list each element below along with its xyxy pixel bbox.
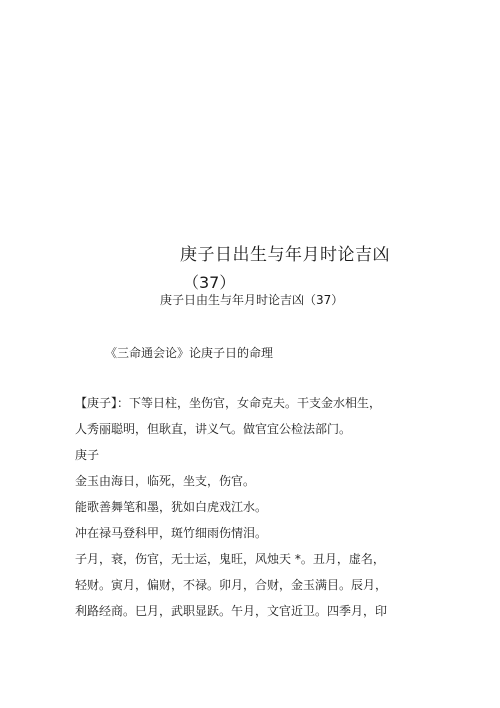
document-subtitle: 庚子日由生与年月时论吉凶（37）	[160, 293, 344, 307]
body-text	[75, 396, 405, 630]
body-line: 利路经商。巳月，武职显跃。午月，文官近卫。四季月，印	[75, 604, 388, 618]
body-line: 【庚子】：下等日柱，坐伤官，女命克夫。干支金水相生，	[75, 396, 382, 410]
body-line: 人秀丽聪明，但耿直，讲义气。做官宜公检法部门。	[75, 422, 352, 436]
section-heading: 《三命通会论》论庚子日的命理	[105, 346, 274, 360]
body-line: 冲在禄马登科甲，斑竹细雨伤情泪。	[75, 526, 268, 540]
body-line: 能歌善舞笔和墨，犹如白虎戏江水。	[75, 500, 268, 514]
document-title: 庚子日出生与年月时论吉凶	[180, 245, 390, 265]
body-line: 轻财。寅月，偏财，不禄。卯月，合财，金玉满目。辰月，	[75, 578, 388, 592]
body-line: 金玉由海日，临死，坐支，伤官。	[75, 474, 256, 488]
body-line: 子月，衰，伤官，无士运，鬼旺，风烛天 *。丑月，虚名，	[75, 552, 385, 566]
document-title-number: （37）	[183, 273, 236, 292]
body-line: 庚子	[75, 448, 100, 462]
